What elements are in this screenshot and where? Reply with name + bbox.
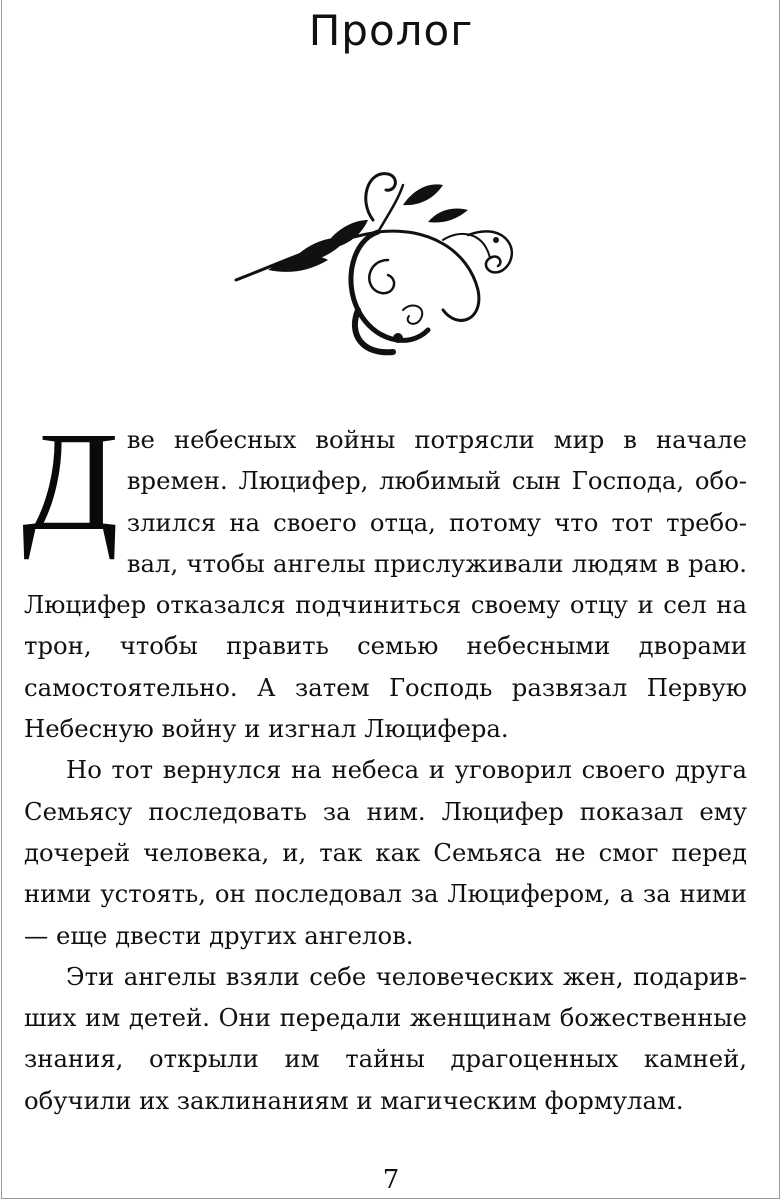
paragraph-2: Но тот вернулся на небеса и уговорил своего друга Семьясу последовать за ним. Люцифер показал ему дочерей человека, и, так как Семьяса не смог перед ними устоять, он последовал за Люцифером, а за ними — еще двести других ангелов. [24,755,747,950]
floral-ornament-icon [228,160,528,365]
page-title: Пролог [308,6,474,55]
drop-cap: Д [22,402,119,560]
paragraph-3: Эти ангелы взяли себе человеческих жен, подаривших им детей. Они передали женщинам божественные знания, открыли им тайны драгоценных камней, обучили их заклинаниям и магическим формулам. [24,961,747,1115]
paragraph-1 [22,402,747,749]
paragraph-1-text: ве небесных войны потрясли мир в начале времен. Люцифер, любимый сын Господа, обозлился на своего отца, потому что тот требовал, чтобы ангелы прислуживали людям в раю. Люцифер отказался подчиниться своему отцу и сел на трон, чтобы править семью небесными дворами самостоятельно. А затем Господь развязал Первую Небесную войну и изгнал Люцифера. [24,425,747,744]
page-number: 7 [382,1165,400,1195]
prologue-text [22,402,747,1121]
